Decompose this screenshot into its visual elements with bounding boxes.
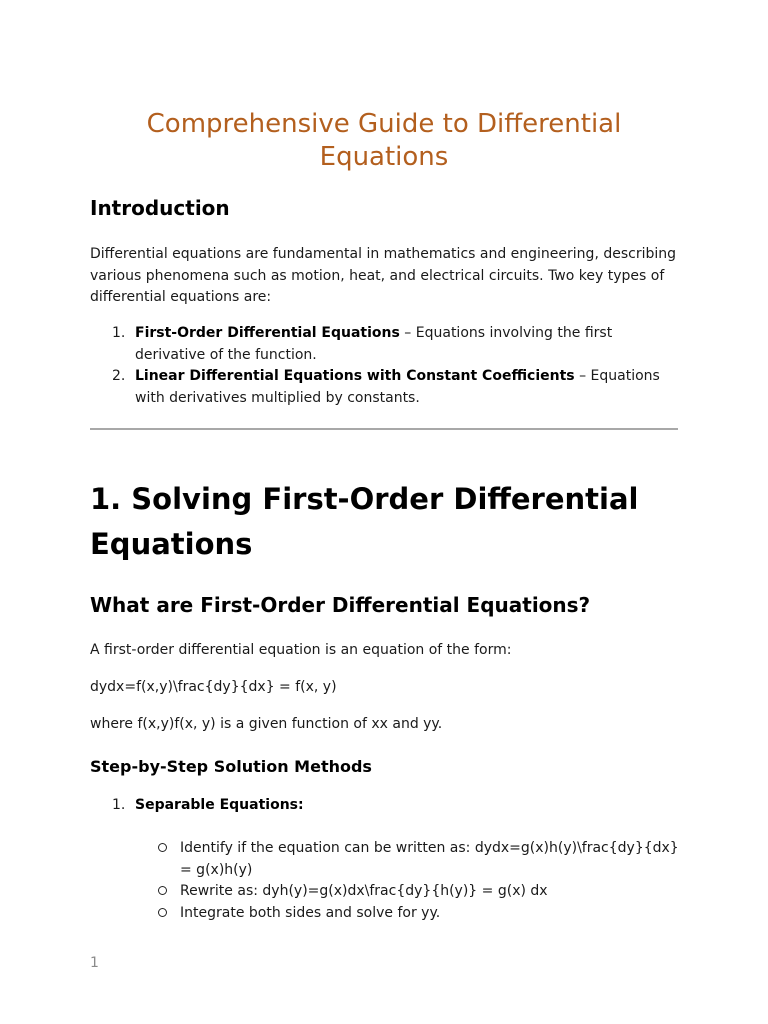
list-item: [90, 366, 680, 409]
hollow-bullet-icon: [158, 843, 167, 852]
list-item: [135, 881, 680, 903]
step-text: Identify if the equation can be written as: dydx=g(x)h(y)\frac{dy}{dx} = g(x)h(y): [180, 840, 679, 878]
horizontal-divider: [90, 428, 678, 430]
list-term: First-Order Differential Equations: [135, 325, 400, 341]
methods-list: [90, 795, 680, 817]
document-title: Comprehensive Guide to Differential Equations: [146, 109, 622, 172]
where-paragraph: where f(x,y)f(x, y) is a given function of xx and yy.: [90, 716, 443, 732]
introduction-heading: Introduction: [90, 196, 230, 220]
equation-text: dydx=f(x,y)\frac{dy}{dx} = f(x, y): [90, 679, 337, 695]
introduction-paragraph: Differential equations are fundamental in mathematics and engineering, describing various phenomena such as motion, heat, and electrical circuits. Two key types of differential equations are:: [90, 246, 677, 305]
list-item: [90, 323, 680, 366]
subsection-heading: What are First-Order Differential Equations?: [90, 593, 591, 617]
list-number: 2.: [112, 368, 126, 384]
definition-paragraph: A first-order differential equation is an equation of the form:: [90, 642, 512, 658]
method-steps-list: [135, 838, 680, 924]
step-text: Rewrite as: dyh(y)=g(x)dx\frac{dy}{h(y)} = g(x) dx: [180, 883, 548, 899]
list-description: – Equations involving the first derivative of the function.: [135, 325, 613, 363]
list-number: 1.: [112, 797, 126, 813]
method-label: Separable Equations:: [135, 797, 304, 813]
step-text: Integrate both sides and solve for yy.: [180, 904, 441, 921]
hollow-bullet-icon: [158, 886, 167, 895]
list-number: 1.: [112, 325, 126, 341]
methods-heading: Step-by-Step Solution Methods: [90, 757, 372, 776]
list-item: [135, 903, 680, 925]
section-heading: 1. Solving First-Order Differential Equations: [90, 482, 639, 561]
list-description: – Equations with derivatives multiplied by constants.: [135, 368, 660, 406]
hollow-bullet-icon: [158, 908, 167, 917]
types-list: [90, 323, 680, 409]
page-number: 1: [90, 955, 99, 971]
list-term: Linear Differential Equations with Constant Coefficients: [135, 368, 575, 384]
list-item: [90, 795, 680, 817]
list-item: [135, 838, 680, 881]
